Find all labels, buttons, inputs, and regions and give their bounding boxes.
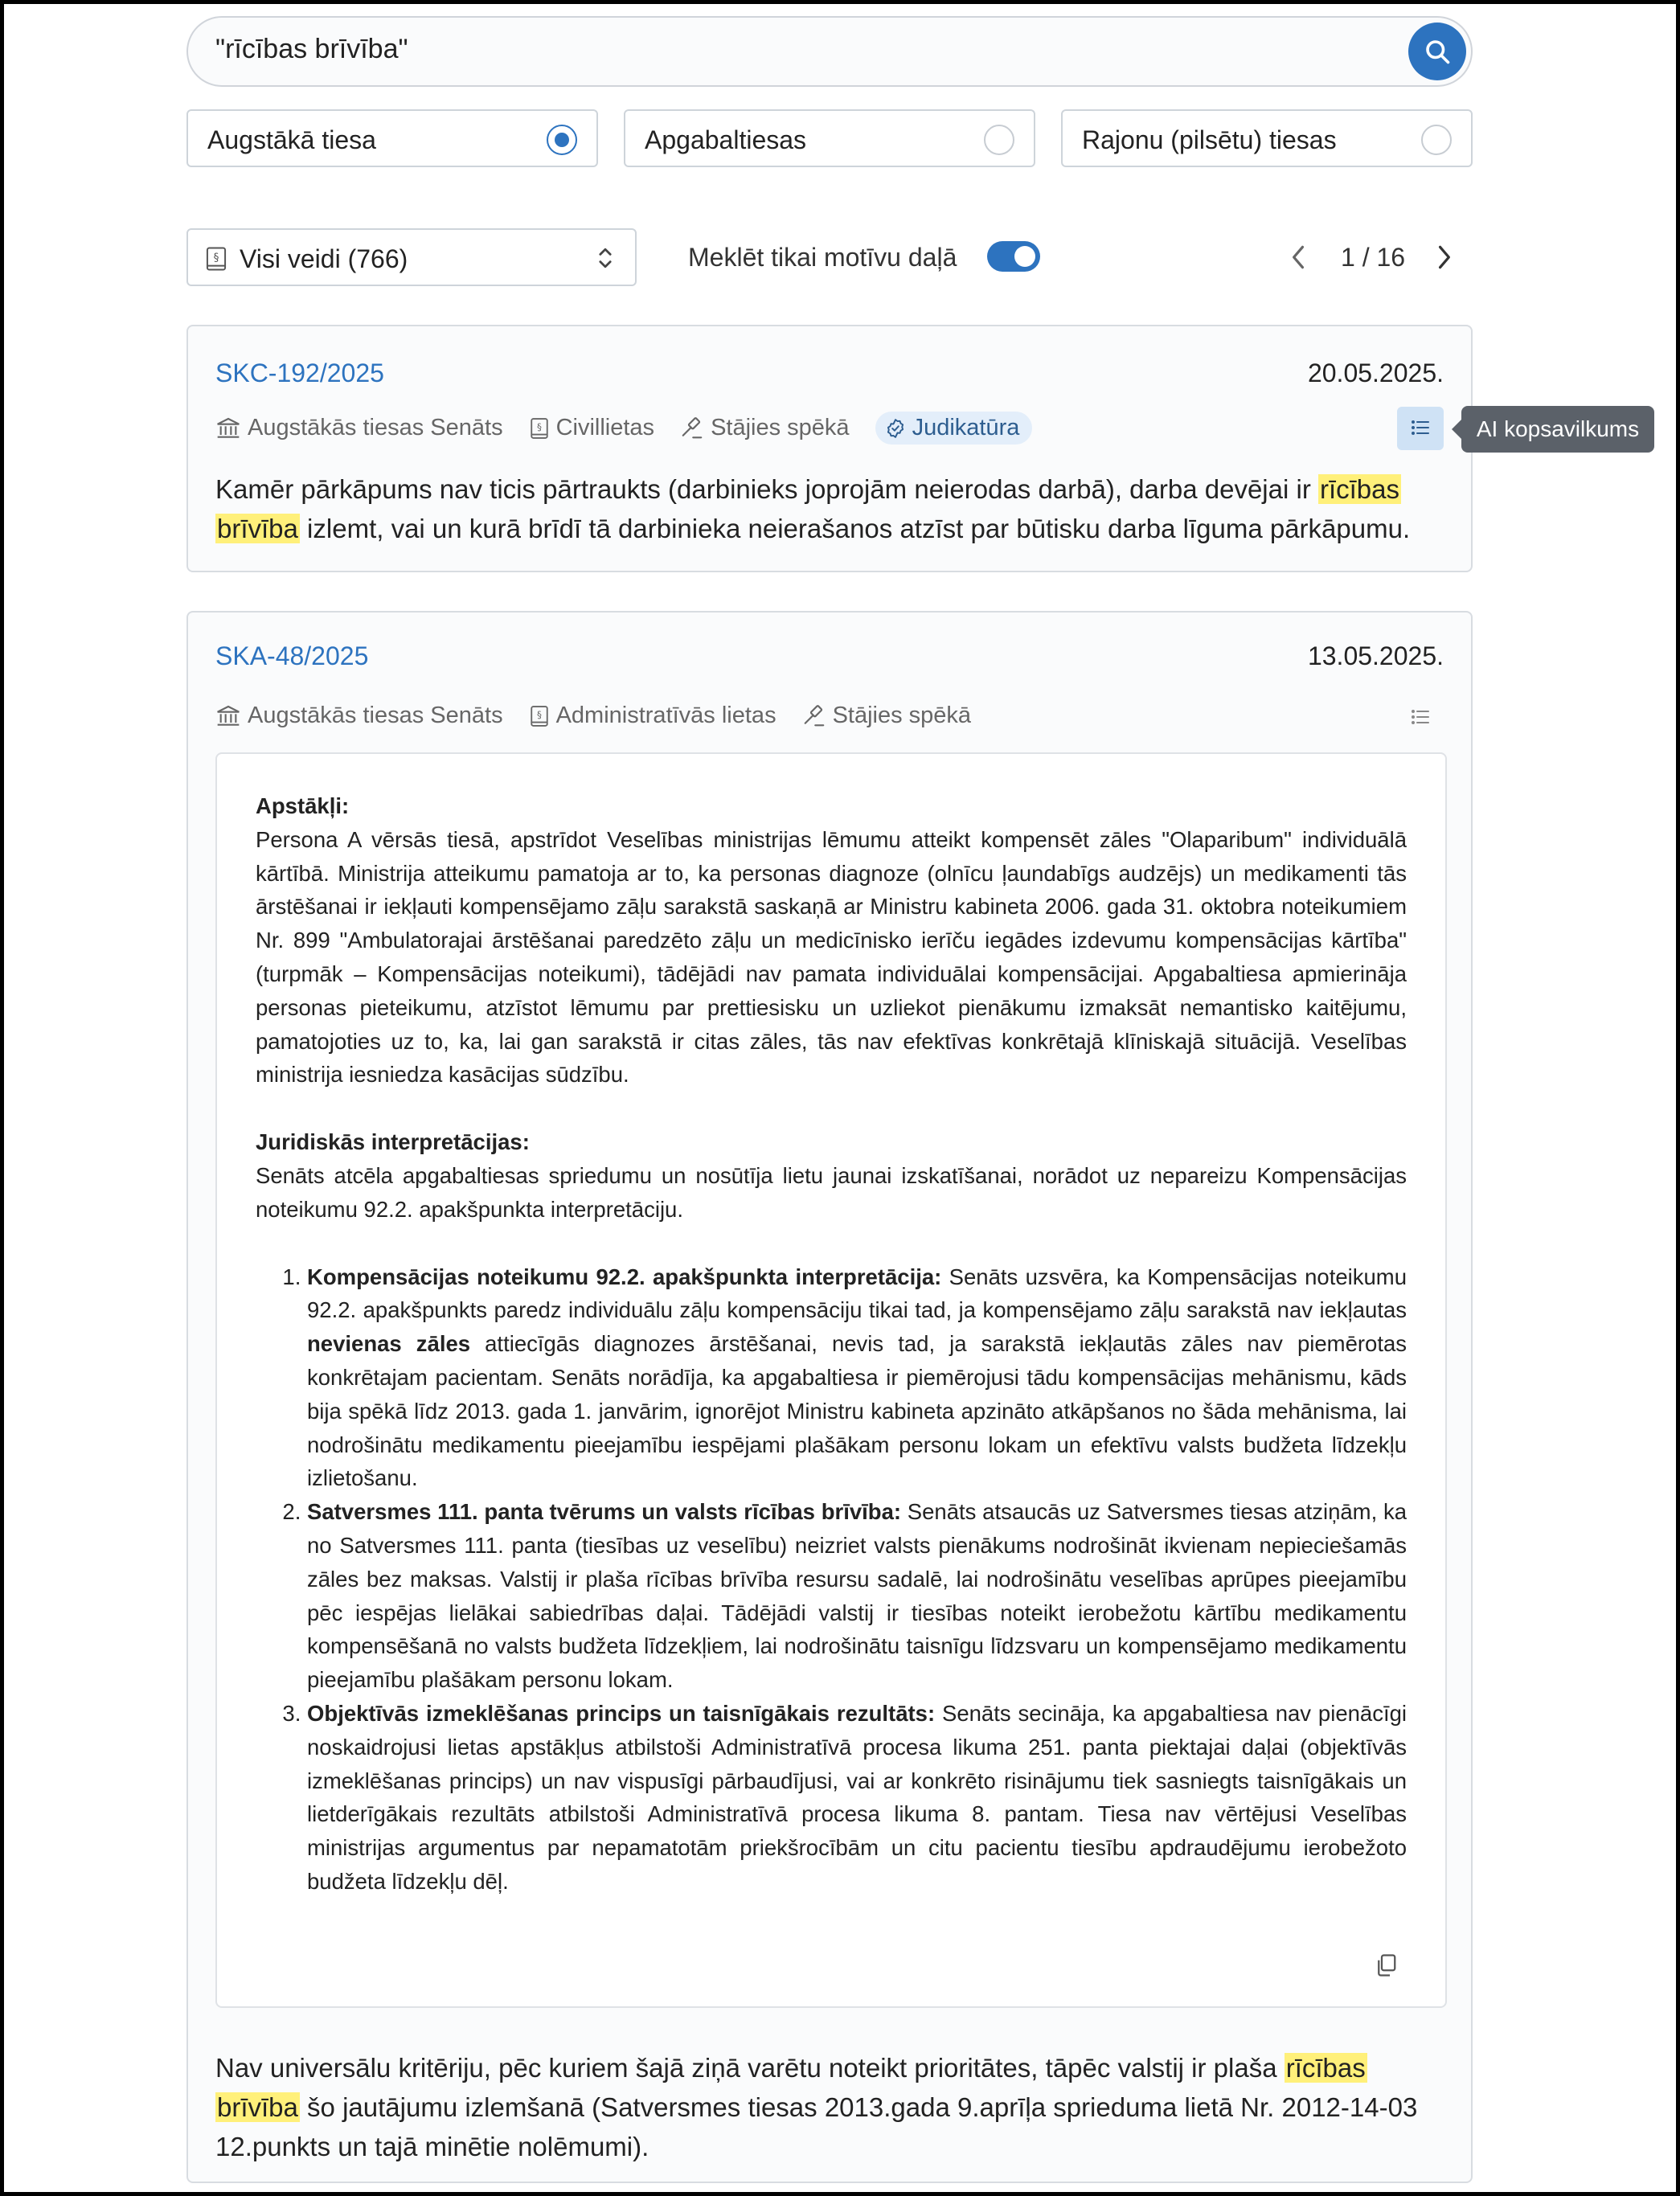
gavel-icon	[680, 416, 704, 440]
pager-status: 1 / 16	[1341, 243, 1406, 272]
court-name: Augstākās tiesas Senāts	[248, 703, 503, 728]
result-card	[186, 325, 1473, 572]
svg-text:§: §	[536, 420, 542, 432]
court-option-district[interactable]	[1061, 109, 1473, 167]
court-option-label: Augstākā tiesa	[207, 125, 376, 154]
radio-unselected[interactable]	[984, 125, 1014, 155]
list-icon	[1411, 419, 1430, 436]
court-meta	[215, 703, 503, 729]
search-button[interactable]	[1408, 23, 1466, 80]
status-text: Stājies spēkā	[711, 415, 850, 440]
status-text: Stājies spēkā	[832, 703, 972, 728]
svg-text:§: §	[213, 251, 219, 264]
type-select[interactable]	[186, 228, 637, 286]
result-card	[186, 611, 1473, 2183]
list-item: 3. Objektīvās izmeklēšanas princips un taisnīgākais rezultāts: Senāts secināja, ka apgabaltiesa nav pienācīgi noskaidrojusi lietas apstākļus atbilstoši Administratīvā procesa likuma 251. panta piektajai daļai (objektīvās izmeklēšanas princips) un nav vispusīgi pārbaudījusi, vai ar konkrēto risinājumu tiek sasniegts taisnīgākais un lietderīgākais rezultāts atbilstoši Administratīvā procesa likuma 8. pantam. Tiesa nav vērtējusi Veselības ministrijas argumentus par nepamatotām priekšrocībām un citu pacientu tiesību apdraudējumu ierobežoto budžeta līdzekļu dēļ.	[307, 1697, 1407, 1899]
court-option-supreme[interactable]	[186, 109, 598, 167]
status-meta	[802, 703, 972, 729]
list-item: 2. Satversmes 111. panta tvērums un valsts rīcības brīvība: Senāts atsaucās uz Satversmes tiesas atziņām, ka no Satversmes 111. panta (tiesības uz veselību) neizriet valsts pienākums nodrošināt ikvienam nepieciešamās zāles bez maksas. Valstij ir plaša rīcības brīvība resursu sadalē, lai nodrošinātu veselības aprūpes pieejamību pēc iespējas lielākai sabiedrības daļai. Tādējādi valstij ir tiesības noteikt ierobežotu kārtību medikamentu kompensēšanā no valsts budžeta līdzekļiem, lai nodrošinātu taisnīgu līdzsvaru un kompensējamo medikamentu pieejamību plašākam personu lokam.	[307, 1495, 1407, 1697]
ai-summary-button[interactable]	[1397, 696, 1444, 740]
law-book-icon	[529, 416, 550, 440]
search-icon	[1423, 37, 1452, 66]
court-building-icon	[215, 416, 241, 440]
chevron-left-icon[interactable]	[1289, 243, 1307, 272]
ai-summary-tooltip: AI kopsavilkums	[1461, 406, 1654, 453]
chevron-right-icon[interactable]	[1436, 243, 1453, 272]
ai-summary-content	[256, 789, 1407, 1899]
category-meta	[529, 415, 654, 441]
category-meta	[529, 703, 776, 729]
court-option-label: Rajonu (pilsētu) tiesas	[1082, 125, 1337, 154]
court-meta	[215, 415, 503, 441]
category-name: Civillietas	[555, 415, 655, 440]
search-query[interactable]: "rīcības brīvība"	[215, 34, 408, 64]
result-snippet: Kamēr pārkāpums nav ticis pārtraukts (darbinieks joprojām neierodas darbā), darba devējai ir rīcības brīvība izlemt, vai un kurā brīdī tā darbinieka neierašanos atzīst par būtisku darba līguma pārkāpumu.	[215, 474, 1411, 543]
badge-check-icon	[885, 418, 906, 439]
ai-summary-button[interactable]	[1397, 407, 1444, 450]
status-meta	[680, 415, 850, 441]
jurisprudence-badge[interactable]	[875, 412, 1033, 445]
case-date: 20.05.2025.	[1307, 358, 1444, 387]
list-icon	[1411, 708, 1430, 726]
court-name: Augstākās tiesas Senāts	[248, 415, 503, 440]
copy-icon[interactable]	[1375, 1953, 1397, 1977]
motive-only-label: Meklēt tikai motīvu daļā	[688, 243, 957, 272]
search-input[interactable]	[186, 16, 1473, 87]
case-meta	[215, 412, 1058, 445]
case-date: 13.05.2025.	[1307, 641, 1444, 670]
chevron-updown-icon	[596, 244, 614, 272]
gavel-icon	[802, 704, 826, 728]
badge-label: Judikatūra	[912, 415, 1020, 440]
court-option-label: Apgabaltiesas	[645, 125, 807, 154]
case-meta	[215, 703, 997, 729]
court-building-icon	[215, 704, 241, 728]
ai-summary-panel	[215, 752, 1447, 2008]
case-number-link[interactable]: SKA-48/2025	[215, 641, 369, 670]
list-item: 1. Kompensācijas noteikumu 92.2. apakšpunkta interpretācija: Senāts uzsvēra, ka Kompensācijas noteikumu 92.2. apakšpunkts paredz individuālu zāļu kompensāciju tikai tad, ja kompensējamo zāļu sarakstā nav iekļautas nevienas zāles attiecīgās diagnozes ārstēšanai, nevis tad, ja sarakstā iekļautās zāles nav piemērotas konkrētajam pacientam. Senāts norādīja, ka apgabaltiesa ir piemērojusi tādu kompensācijas mehānismu, kāds bija spēkā līdz 2013. gada 1. janvārim, ignorējot Ministru kabineta apzināto atkāpšanos no šāda mehānisma, lai nodrošinātu medikamentu pieejamību iespējami plašākam personu lokam un efektīvu valsts budžeta līdzekļu izlietošanu.	[307, 1260, 1407, 1496]
result-snippet: Nav universālu kritēriju, pēc kuriem šajā ziņā varētu noteikt prioritātes, tāpēc valstij ir plaša rīcības brīvība šo jautājumu izlemšanā (Satversmes tiesas 2013.gada 9.aprīļa sprieduma lietā Nr. 2012-14-03 12.punkts un tajā minētie nolēmumi).	[215, 2053, 1418, 2161]
radio-selected[interactable]	[547, 125, 577, 155]
type-select-value: Visi veidi (766)	[240, 244, 408, 273]
court-option-regional[interactable]	[624, 109, 1035, 167]
svg-text:§: §	[536, 708, 542, 720]
motive-only-toggle[interactable]	[987, 241, 1040, 272]
interpretation-list	[256, 1260, 1407, 1899]
case-number-link[interactable]: SKC-192/2025	[215, 358, 384, 387]
law-book-icon	[529, 704, 550, 728]
summary-heading: Juridiskās interpretācijas:	[256, 1129, 530, 1155]
radio-unselected[interactable]	[1421, 125, 1452, 155]
category-name: Administratīvās lietas	[555, 703, 776, 728]
summary-heading: Apstākļi:	[256, 793, 350, 818]
summary-paragraph: Senāts atcēla apgabaltiesas spriedumu un nosūtīja lietu jaunai izskatīšanai, norādot uz nepareizu Kompensācijas noteikumu 92.2. apakšpunkta interpretāciju.	[256, 1162, 1407, 1222]
summary-paragraph: Persona A vērsās tiesā, apstrīdot Veselības ministrijas lēmumu atteikt kompensēt zāles "Olaparibum" individuālā kārtībā. Ministrija atteikumu pamatoja ar to, ka personas diagnoze (olnīcu ļaundabīgs audzējs) un medikamenti tās ārstēšanai ir iekļauti kompensējamo zāļu sarakstā saskaņā ar Ministru kabineta 2006. gada 31. oktobra noteikumiem Nr. 899 "Ambulatorajai ārstēšanai paredzēto zāļu un medicīnisko ierīču iegādes izdevumu kompensācijas kārtība" (turpmāk – Kompensācijas noteikumi), tādējādi nav pamata individuālai kompensācijai. Apgabaltiesa apmierināja personas pieteikumu, atzīstot lēmumu par prettiesisku un uzliekot pienākumu izmaksāt nemantisko kaitējumu, pamatojoties uz to, ka, lai gan sarakstā ir citas zāles, tās nav efektīvas konkrētajā klīniskajā situācijā. Veselības ministrija iesniedza kasācijas sūdzību.	[256, 826, 1407, 1088]
law-book-icon	[204, 246, 228, 272]
